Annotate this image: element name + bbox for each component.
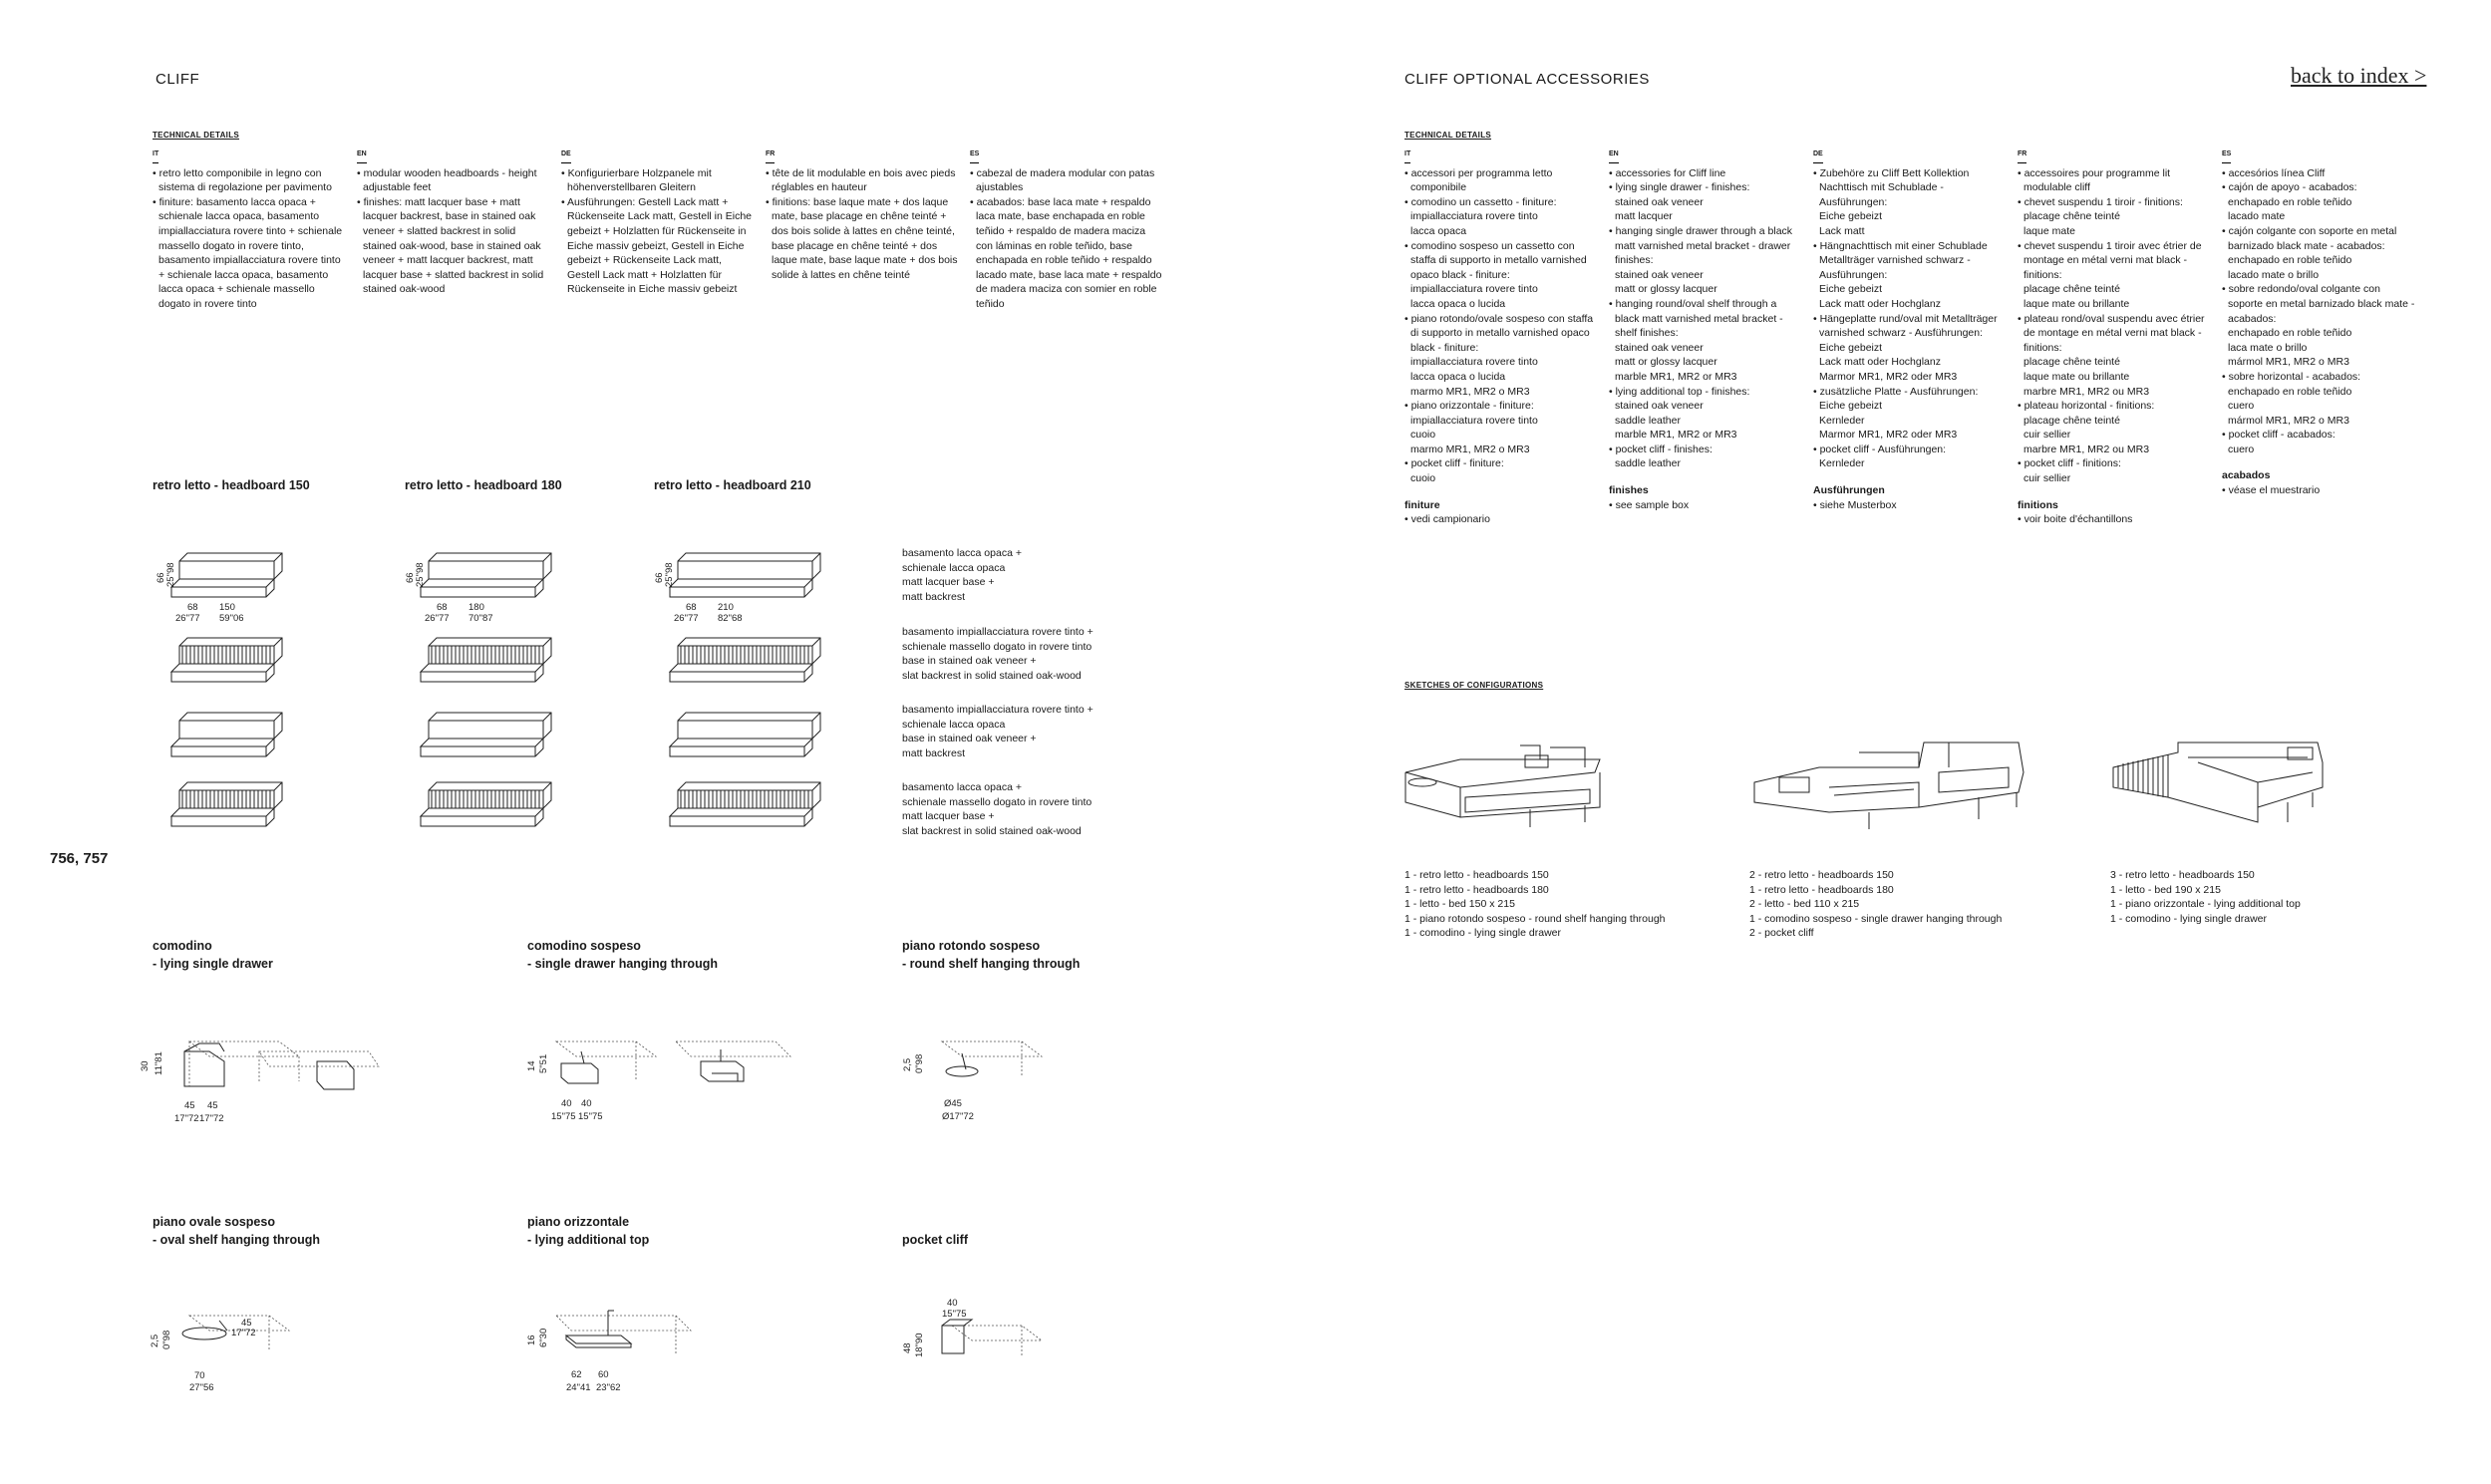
dim-text: 180	[468, 602, 484, 613]
technical-details-heading-right: TECHNICAL DETAILS	[1404, 131, 1492, 140]
language-code: ES	[970, 148, 979, 163]
finishes-subtitle: Ausführungen	[1813, 484, 1885, 497]
dim-text: 66	[405, 572, 416, 583]
page-title-left: CLIFF	[156, 71, 200, 88]
page-number: 756, 757	[50, 850, 109, 867]
headboard-180-row-2	[421, 638, 551, 682]
language-code: FR	[766, 148, 775, 163]
headboard-210-row-3	[670, 713, 820, 756]
dim-text: 45	[184, 1100, 195, 1111]
spec-item: • cajón colgante con soporte en metal barnizado black mate - acabados: enchapado en roble teñido lacado mate o brillo	[2222, 224, 2416, 282]
sketches-heading: SKETCHES OF CONFIGURATIONS	[1404, 681, 1544, 690]
dim-text: 26"77	[175, 613, 200, 624]
dim-text: 62	[571, 1369, 582, 1380]
spec-item: • accessoires pour programme lit modulable cliff	[2018, 166, 2212, 195]
language-code: DE	[561, 148, 571, 163]
spec-item: • acabados: base laca mate + respaldo laca mate, base enchapada en roble teñido + respaldo de madera maciza con láminas en roble teñido, base enchapada en roble teñido + respaldo lacado mate, base laca mate + respaldo de madera maciza con somier en roble teñido	[970, 195, 1164, 312]
language-code: IT	[1404, 148, 1410, 163]
right-column-en	[1609, 146, 1803, 512]
dim-text: 68	[437, 602, 448, 613]
spec-item: • accessori per programma letto componibile	[1404, 166, 1599, 195]
dim-text: 45	[207, 1100, 218, 1111]
accessory-sub: - single drawer hanging through	[527, 957, 718, 971]
dim-text: 2,5	[150, 1334, 160, 1347]
config-line: 1 - comodino - lying single drawer	[2110, 912, 2267, 925]
dim-text: 23"62	[596, 1382, 621, 1393]
left-column-es	[970, 146, 1164, 312]
language-code: ES	[2222, 148, 2231, 163]
accessory-name: piano ovale sospeso	[153, 1215, 275, 1229]
left-column-fr	[766, 146, 960, 282]
headboard-180-row-3	[421, 713, 551, 756]
config-list-2	[1749, 868, 2002, 941]
headboard-150-label: retro letto - headboard 150	[153, 478, 310, 492]
spec-item: • chevet suspendu 1 tiroir avec étrier de montage en métal verni mat black - finitions: placage chêne teinté laque mate ou brillante	[2018, 239, 2212, 312]
finish-legend-3	[902, 703, 1121, 760]
configuration-sketches	[1401, 738, 2437, 847]
dim-text: 17"72	[199, 1113, 224, 1124]
finish-legend-2	[902, 625, 1121, 683]
dim-text: 26"77	[674, 613, 699, 624]
headboard-150-row-3	[171, 713, 282, 756]
dim-text: 25"98	[415, 562, 426, 587]
piano-rotondo-drawing	[902, 1041, 1042, 1122]
accessory-name: comodino	[153, 939, 212, 953]
accessory-sub: - oval shelf hanging through	[153, 1233, 321, 1247]
accessory-sub: - round shelf hanging through	[902, 957, 1081, 971]
spec-item: • sobre horizontal - acabados: enchapado en roble teñido cuero mármol MR1, MR2 o MR3	[2222, 370, 2416, 428]
dim-text: 30	[140, 1060, 151, 1071]
dim-text: 25"98	[664, 562, 675, 587]
language-code: EN	[1609, 148, 1619, 163]
spec-item: • cajón de apoyo - acabados: enchapado en roble teñido lacado mate	[2222, 180, 2416, 224]
finishes-subtitle: acabados	[2222, 469, 2271, 482]
dim-text: 66	[654, 572, 665, 583]
config-line: 1 - piano rotondo sospeso - round shelf hanging through	[1404, 912, 1666, 925]
spec-item: • zusätzliche Platte - Ausführungen: Eiche gebeizt Kernleder Marmor MR1, MR2 oder MR3	[1813, 385, 2008, 443]
dim-text: 17"72	[174, 1113, 199, 1124]
dim-text: 15"75	[578, 1111, 603, 1122]
spec-item: • pocket cliff - finishes: saddle leather	[1609, 443, 1803, 471]
dim-text: 0"98	[914, 1053, 925, 1073]
dim-text: 48	[902, 1342, 913, 1353]
accessory-drawings	[140, 1012, 1047, 1410]
dim-text: 40	[947, 1298, 958, 1309]
config-line: 3 - retro letto - headboards 150	[2110, 869, 2255, 881]
right-column-fr	[2018, 146, 2212, 527]
dim-text: 15"75	[551, 1111, 576, 1122]
headboard-150-row-2	[171, 638, 282, 682]
accessory-name: comodino sospeso	[527, 939, 641, 953]
dim-text: 27"56	[189, 1382, 214, 1393]
dim-text: 59"06	[219, 613, 244, 624]
spec-item: • pocket cliff - acabados: cuero	[2222, 428, 2416, 456]
spec-item: • Konfigurierbare Holzpanele mit höhenverstellbaren Gleitern	[561, 166, 756, 195]
spec-item: • plateau rond/oval suspendu avec étrier de montage en métal verni mat black - finitions: placage chêne teinté laque mate ou brillante marbre MR1, MR2 ou MR3	[2018, 312, 2212, 400]
spec-item: • finishes: matt lacquer base + matt lacquer backrest, base in stained oak veneer + slatted backrest in solid stained oak-wood, base in stained oak veneer + matt lacquer backrest, matt lacquer base + slatted backrest in solid stained oak-wood	[357, 195, 551, 297]
accessory-name: piano rotondo sospeso	[902, 939, 1041, 953]
finishes-item: • vedi campionario	[1404, 512, 1599, 527]
piano-orizzontale-drawing	[526, 1311, 691, 1393]
dim-text: 11"81	[154, 1051, 164, 1075]
accessory-piano-rotondo	[902, 937, 1080, 973]
headboard-210-label: retro letto - headboard 210	[654, 478, 811, 492]
language-code: DE	[1813, 148, 1823, 163]
language-code: FR	[2018, 148, 2026, 163]
finish-legend-1-text: basamento lacca opaca + schienale lacca opaca matt lacquer base + matt backrest	[902, 547, 1022, 603]
right-column-es	[2222, 146, 2416, 498]
dim-text: Ø45	[944, 1098, 962, 1109]
spec-item: • tête de lit modulable en bois avec pieds réglables en hauteur	[766, 166, 960, 195]
finishes-item: • véase el muestrario	[2222, 483, 2416, 498]
config-line: 2 - letto - bed 110 x 215	[1749, 898, 1860, 911]
pocket-cliff-drawing	[902, 1298, 1042, 1357]
dim-text: 150	[219, 602, 235, 613]
config-line: 1 - retro letto - headboards 180	[1749, 883, 1894, 896]
spec-item: • piano orizzontale - finiture: impiallacciatura rovere tinto cuoio marmo MR1, MR2 o MR3	[1404, 399, 1599, 456]
left-column-it	[153, 146, 347, 312]
dim-text: 60	[598, 1369, 609, 1380]
finish-legend-1	[902, 546, 1121, 604]
spec-item: • pocket cliff - finitions: cuir sellier	[2018, 456, 2212, 485]
headboard-180-row-4	[421, 782, 551, 826]
config-line: 1 - retro letto - headboards 150	[1404, 869, 1549, 881]
spec-item: • Ausführungen: Gestell Lack matt + Rückenseite Lack matt, Gestell in Eiche gebeizt + Holzlatten für Rückenseite in Eiche massiv gebeizt, Gestell in Eiche gebeizt + Rückenseite Lack matt, Gestell Lack matt + Holzlatten für Rückenseite in Eiche massiv gebeizt	[561, 195, 756, 297]
spec-item: • sobre redondo/oval colgante con soporte en metal barnizado black mate - acabados: enchapado en roble teñido laca mate o brillo mármol MR1, MR2 o MR3	[2222, 282, 2416, 370]
dim-text: 14	[526, 1060, 537, 1071]
dim-text: 45	[241, 1318, 252, 1329]
dim-text: 70	[194, 1370, 205, 1381]
config-1-sketch	[1405, 745, 1600, 827]
spec-item: • comodino un cassetto - finiture: impiallacciatura rovere tinto lacca opaca	[1404, 195, 1599, 239]
config-line: 1 - comodino - lying single drawer	[1404, 927, 1561, 940]
language-code: EN	[357, 148, 367, 163]
finishes-item: • voir boite d'échantillons	[2018, 512, 2212, 527]
config-line: 1 - retro letto - headboards 180	[1404, 883, 1549, 896]
spec-item: • hanging single drawer through a black matt varnished metal bracket - drawer finishes: stained oak veneer matt or glossy lacquer	[1609, 224, 1803, 297]
piano-ovale-drawing	[150, 1316, 289, 1393]
dim-text: 82"68	[718, 613, 743, 624]
config-line: 1 - letto - bed 150 x 215	[1404, 898, 1515, 911]
finishes-item: • see sample box	[1609, 498, 1803, 513]
spec-item: • modular wooden headboards - height adjustable feet	[357, 166, 551, 195]
headboard-drawings	[140, 543, 897, 842]
dim-text: 210	[718, 602, 734, 613]
finishes-subtitle: finishes	[1609, 484, 1649, 497]
finish-legend-4-text: basamento lacca opaca + schienale massello dogato in rovere tinto matt lacquer base + slat backrest in solid stained oak-wood	[902, 781, 1092, 837]
spec-item: • pocket cliff - Ausführungen: Kernleder	[1813, 443, 2008, 471]
spec-item: • chevet suspendu 1 tiroir - finitions: placage chêne teinté laque mate	[2018, 195, 2212, 239]
config-3-sketch	[2113, 742, 2323, 822]
spec-item: • Hängnachttisch mit einer Schublade Metallträger varnished schwarz - Ausführungen: Eiche gebeizt Lack matt oder Hochglanz	[1813, 239, 2008, 312]
spec-item: • finiture: basamento lacca opaca + schienale lacca opaca, basamento impiallacciatura rovere tinto + schienale massello dogato in rovere tinto, basamento impiallacciatura rovere tinto + schienale lacca opaca, basamento lacca opaca + schienale massello dogato in rovere tinto	[153, 195, 347, 312]
spec-item: • Hängeplatte rund/oval mit Metallträger varnished schwarz - Ausführungen: Eiche gebeizt Lack matt oder Hochglanz Marmor MR1, MR2 oder MR3	[1813, 312, 2008, 385]
comodino-sospeso-drawing	[526, 1041, 790, 1122]
accessory-comodino	[153, 937, 273, 973]
dim-text: 2,5	[902, 1057, 913, 1071]
dim-text: 40	[561, 1098, 572, 1109]
spec-item: • cabezal de madera modular con patas ajustables	[970, 166, 1164, 195]
dim-text: 24"41	[566, 1382, 591, 1393]
language-code: IT	[153, 148, 158, 163]
spec-item: • hanging round/oval shelf through a black matt varnished metal bracket - shelf finishes: stained oak veneer matt or glossy lacquer marble MR1, MR2 or MR3	[1609, 297, 1803, 385]
finish-legend-4	[902, 780, 1121, 838]
headboard-210-row-1	[654, 553, 820, 624]
headboard-150-row-1	[156, 553, 282, 624]
spec-item: • accessories for Cliff line	[1609, 166, 1803, 181]
headboard-210-row-2	[670, 638, 820, 682]
config-list-1	[1404, 868, 1666, 941]
finishes-subtitle: finiture	[1404, 498, 1440, 511]
dim-text: 70"87	[468, 613, 493, 624]
headboard-150-row-4	[171, 782, 282, 826]
finishes-item: • siehe Musterbox	[1813, 498, 2008, 513]
technical-details-heading-left: TECHNICAL DETAILS	[153, 131, 240, 140]
config-list-3	[2110, 868, 2301, 926]
headboard-210-row-4	[670, 782, 820, 826]
dim-text: 15"75	[942, 1309, 967, 1320]
accessory-name: pocket cliff	[902, 1233, 968, 1247]
config-2-sketch	[1754, 742, 2024, 829]
page-title-right: CLIFF OPTIONAL ACCESSORIES	[1404, 71, 1650, 88]
dim-text: 66	[156, 572, 166, 583]
accessory-name: piano orizzontale	[527, 1215, 630, 1229]
dim-text: 18"90	[914, 1333, 925, 1357]
dim-text: 5"51	[538, 1053, 549, 1073]
config-line: 2 - retro letto - headboards 150	[1749, 869, 1894, 881]
dim-text: 68	[187, 602, 198, 613]
accessory-sub: - lying additional top	[527, 1233, 650, 1247]
spec-item: • Zubehöre zu Cliff Bett Kollektion Nachttisch mit Schublade - Ausführungen: Eiche gebeizt Lack matt	[1813, 166, 2008, 239]
dim-text: 6"30	[538, 1328, 549, 1347]
config-line: 1 - comodino sospeso - single drawer hanging through	[1749, 912, 2003, 925]
accessory-comodino-sospeso	[527, 937, 718, 973]
dim-text: 40	[581, 1098, 592, 1109]
dim-text: 25"98	[165, 562, 176, 587]
dim-text: Ø17"72	[942, 1111, 974, 1122]
dim-text: 0"98	[161, 1330, 172, 1349]
spec-item: • accesórios línea Cliff	[2222, 166, 2416, 181]
headboard-180-row-1	[405, 553, 551, 624]
back-to-index-link[interactable]: back to index >	[2291, 63, 2427, 88]
config-line: 1 - letto - bed 190 x 215	[2110, 883, 2221, 896]
spec-item: • piano rotondo/ovale sospeso con staffa di supporto in metallo varnished opaco black - finiture: impiallacciatura rovere tinto lacca opaca o lucida marmo MR1, MR2 o MR3	[1404, 312, 1599, 400]
accessory-sub: - lying single drawer	[153, 957, 273, 971]
spec-item: • lying additional top - finishes: stained oak veneer saddle leather marble MR1, MR2 or MR3	[1609, 385, 1803, 443]
spec-item: • pocket cliff - finiture: cuoio	[1404, 456, 1599, 485]
finish-legend-2-text: basamento impiallacciatura rovere tinto + schienale massello dogato in rovere tinto base in stained oak veneer + slat backrest in solid stained oak-wood	[902, 626, 1093, 682]
spec-item: • comodino sospeso un cassetto con staffa di supporto in metallo varnished opaco black - finiture: impiallacciatura rovere tinto lacca opaca o lucida	[1404, 239, 1599, 312]
dim-text: 68	[686, 602, 697, 613]
dim-text: 16	[526, 1335, 537, 1345]
finishes-subtitle: finitions	[2018, 498, 2058, 511]
dim-text: 17"72	[231, 1328, 256, 1338]
left-column-en	[357, 146, 551, 297]
headboard-180-label: retro letto - headboard 180	[405, 478, 562, 492]
spec-item: • finitions: base laque mate + dos laque mate, base placage en chêne teinté + dos bois solide à lattes en chêne teinté, base placage en chêne teinté + dos laque mate, base laque mate + dos bois solide à lattes en chêne teinté	[766, 195, 960, 283]
dim-text: 26"77	[425, 613, 450, 624]
finish-legend-3-text: basamento impiallacciatura rovere tinto + schienale lacca opaca base in stained oak veneer + matt backrest	[902, 704, 1093, 759]
spec-item: • retro letto componibile in legno con sistema di regolazione per pavimento	[153, 166, 347, 195]
config-line: 1 - piano orizzontale - lying additional top	[2110, 898, 2301, 911]
spec-item: • lying single drawer - finishes: stained oak veneer matt lacquer	[1609, 180, 1803, 224]
comodino-drawing	[140, 1041, 379, 1124]
right-column-de	[1813, 146, 2008, 512]
config-line: 2 - pocket cliff	[1749, 927, 1814, 940]
left-column-de	[561, 146, 756, 297]
right-column-it	[1404, 146, 1599, 527]
spec-item: • plateau horizontal - finitions: placage chêne teinté cuir sellier marbre MR1, MR2 ou MR3	[2018, 399, 2212, 456]
